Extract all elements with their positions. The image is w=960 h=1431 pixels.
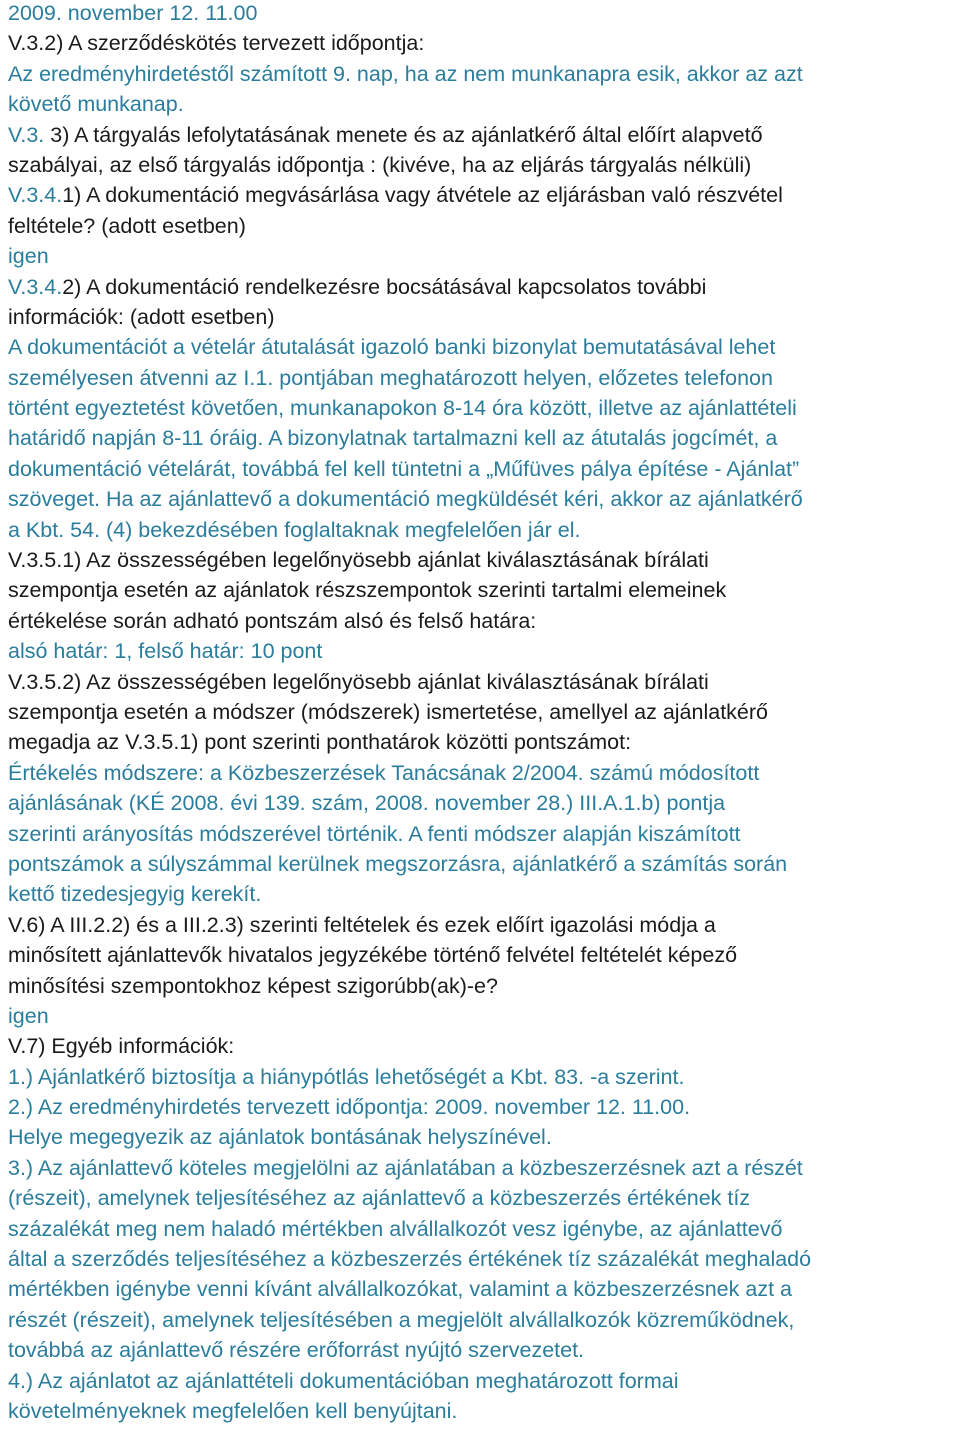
- text-line: [8, 484, 960, 514]
- text-line: [8, 1092, 960, 1122]
- value-text: határidő napján 8-11 óráig.: [8, 426, 264, 451]
- value-text: szerinti arányosítás módszerével történik.: [8, 821, 404, 846]
- value-text: részét (részeit), amelynek teljesítésében a megjelölt alvállalkozók közreműködnek,: [8, 1307, 795, 1332]
- text-line: [8, 454, 960, 484]
- label-text: 2) A dokumentáció rendelkezésre bocsátásával kapcsolatos további: [62, 274, 707, 299]
- text-line: [8, 1335, 960, 1365]
- text-line: [8, 606, 960, 636]
- label-text: V.3.2) A szerződéskötés tervezett időpontja:: [8, 31, 425, 56]
- label-text: szempontja esetén az ajánlatok részszempontok szerinti tartalmi elemeinek: [8, 578, 727, 603]
- text-line: [8, 1366, 960, 1396]
- value-text: a Kbt. 54.: [8, 517, 101, 542]
- text-line: [8, 1214, 960, 1244]
- text-line: [8, 0, 960, 28]
- value-text: -a szerint.: [584, 1064, 685, 1089]
- text-line: [8, 59, 960, 89]
- text-line: [8, 28, 960, 58]
- value-text: pontjában meghatározott helyen, előzetes telefonon: [273, 365, 773, 390]
- text-line: [8, 363, 960, 393]
- value-text: szöveget.: [8, 487, 101, 512]
- value-text: 3.) Az ajánlattevő köteles megjelölni az ajánlatában a közbeszerzésnek azt a részét: [8, 1155, 803, 1180]
- value-text: Helye megegyezik az ajánlatok bontásának helyszínével.: [8, 1125, 552, 1150]
- text-line: [8, 272, 960, 302]
- text-line: [8, 879, 960, 909]
- value-text: által a szerződés teljesítéséhez a közbeszerzés értékének tíz százalékát meghaladó: [8, 1247, 812, 1272]
- text-line: [8, 575, 960, 605]
- label-text: szempontja esetén a módszer (módszerek) ismertetése, amellyel az ajánlatkérő: [8, 699, 768, 724]
- value-text: 4.) Az ajánlatot az ajánlattételi dokumentációban meghatározott formai: [8, 1368, 679, 1393]
- text-line: [8, 971, 960, 1001]
- text-line: [8, 150, 960, 180]
- value-text: 2.) Az eredményhirdetés tervezett időpontja: 2009. november 12. 11.00.: [8, 1095, 691, 1120]
- value-text: A dokumentációt a vételár átutalását igazoló banki bizonylat bemutatásával lehet: [8, 335, 776, 360]
- text-line: [8, 758, 960, 788]
- text-line: [8, 667, 960, 697]
- text-line: [8, 1031, 960, 1061]
- value-text: A fenti módszer alapján kiszámított: [403, 821, 741, 846]
- text-line: [8, 1305, 960, 1335]
- text-line: [8, 1122, 960, 1152]
- text-line: [8, 636, 960, 666]
- label-text: minősített ajánlattevők hivatalos jegyzékébe történő felvétel feltételét képező: [8, 943, 738, 968]
- value-text: százalékát meg nem haladó mértékben alvállalkozót vesz igénybe, az ajánlattevő: [8, 1216, 783, 1241]
- value-text: igen: [8, 1003, 49, 1028]
- text-line: [8, 727, 960, 757]
- label-text: 3) A tárgyalás lefolytatásának menete és az ajánlatkérő által előírt alapvető: [44, 122, 763, 147]
- text-line: [8, 545, 960, 575]
- value-text: személyesen átvenni az I.1.: [8, 365, 274, 390]
- text-line: [8, 697, 960, 727]
- value-text: 1.) Ajánlatkérő biztosítja a hiánypótlás lehetőségét a Kbt. 83.: [8, 1064, 585, 1089]
- label-text: V.6) A III.2.2) és a III.2.3) szerinti feltételek és ezek előírt igazolási módja a: [8, 912, 716, 937]
- label-text: V.3.5.2) Az összességében legelőnyösebb ajánlat kiválasztásának bírálati: [8, 669, 709, 694]
- text-line: [8, 332, 960, 362]
- value-text: alsó határ: 1, felső határ: 10 pont: [8, 639, 323, 664]
- label-text: értékelése során adható pontszám alsó és felső határa:: [8, 608, 537, 633]
- value-text: (4) bekezdésében foglaltaknak megfelelően jár el.: [100, 517, 581, 542]
- text-line: [8, 788, 960, 818]
- value-text: dokumentáció vételárát, továbbá fel kell tüntetni a „Műfüves pálya építése - Ajánlat”: [8, 456, 800, 481]
- value-text: Értékelés módszere: a Közbeszerzések Tanácsának 2/2004. számú módosított: [8, 760, 760, 785]
- value-text: ajánlásának (KÉ 2008. évi 139. szám, 2008. november 28.) III.A.1.b) pontja: [8, 791, 726, 816]
- label-text: információk: (adott esetben): [8, 304, 275, 329]
- text-line: [8, 1274, 960, 1304]
- value-text: mértékben igénybe venni kívánt alvállalkozókat, valamint a közbeszerzésnek azt a: [8, 1277, 792, 1302]
- value-text: igen: [8, 244, 49, 269]
- text-line: [8, 819, 960, 849]
- value-text: továbbá az ajánlattevő részére erőforrást nyújtó szervezetet.: [8, 1338, 585, 1363]
- text-line: [8, 89, 960, 119]
- label-text: szabályai, az első tárgyalás időpontja : (kivéve, ha az eljárás tárgyalás nélküli): [8, 152, 752, 177]
- value-text: kettő tizedesjegyig kerekít.: [8, 882, 262, 907]
- text-line: [8, 910, 960, 940]
- value-text: V.3.: [8, 122, 45, 147]
- text-line: [8, 180, 960, 210]
- label-text: V.7) Egyéb információk:: [8, 1034, 235, 1059]
- text-line: [8, 1153, 960, 1183]
- text-line: [8, 515, 960, 545]
- value-text: V.3.4.: [8, 274, 63, 299]
- text-line: [8, 423, 960, 453]
- label-text: megadja az V.3.5.1) pont szerinti ponthatárok közötti pontszámot:: [8, 730, 632, 755]
- text-line: [8, 241, 960, 271]
- label-text: minősítési szempontokhoz képest szigorúbb(ak)-e?: [8, 973, 498, 998]
- value-text: pontszámok a súlyszámmal kerülnek megszorzásra, ajánlatkérő a számítás során: [8, 851, 788, 876]
- value-text: 2009. november 12. 11.00: [8, 1, 258, 25]
- text-line: [8, 393, 960, 423]
- text-line: [8, 302, 960, 332]
- value-text: követelményeknek megfelelően kell benyújtani.: [8, 1398, 458, 1423]
- value-text: követő munkanap.: [8, 92, 184, 117]
- value-text: Ha az ajánlattevő a dokumentáció megküldését kéri, akkor az ajánlatkérő: [100, 487, 803, 512]
- text-line: [8, 849, 960, 879]
- text-line: [8, 1062, 960, 1092]
- label-text: V.3.5.1) Az összességében legelőnyösebb ajánlat kiválasztásának bírálati: [8, 548, 709, 573]
- value-text: Az eredményhirdetéstől számított 9. nap, ha az nem munkanapra esik, akkor az azt: [8, 61, 803, 86]
- value-text: A bizonylatnak tartalmazni kell az átutalás jogcímét, a: [263, 426, 778, 451]
- text-line: [8, 940, 960, 970]
- value-text: történt egyeztetést követően, munkanapokon 8-14 óra között, illetve az ajánlattételi: [8, 396, 797, 421]
- text-line: [8, 120, 960, 150]
- label-text: 1) A dokumentáció megvásárlása vagy átvétele az eljárásban való részvétel: [62, 183, 783, 208]
- text-line: [8, 1244, 960, 1274]
- text-line: [8, 1183, 960, 1213]
- value-text: V.3.4.: [8, 183, 63, 208]
- value-text: (részeit), amelynek teljesítéséhez az ajánlattevő a közbeszerzés értékének tíz: [8, 1186, 751, 1211]
- text-line: [8, 1001, 960, 1031]
- text-line: [8, 1396, 960, 1426]
- text-line: [8, 211, 960, 241]
- label-text: feltétele? (adott esetben): [8, 213, 246, 238]
